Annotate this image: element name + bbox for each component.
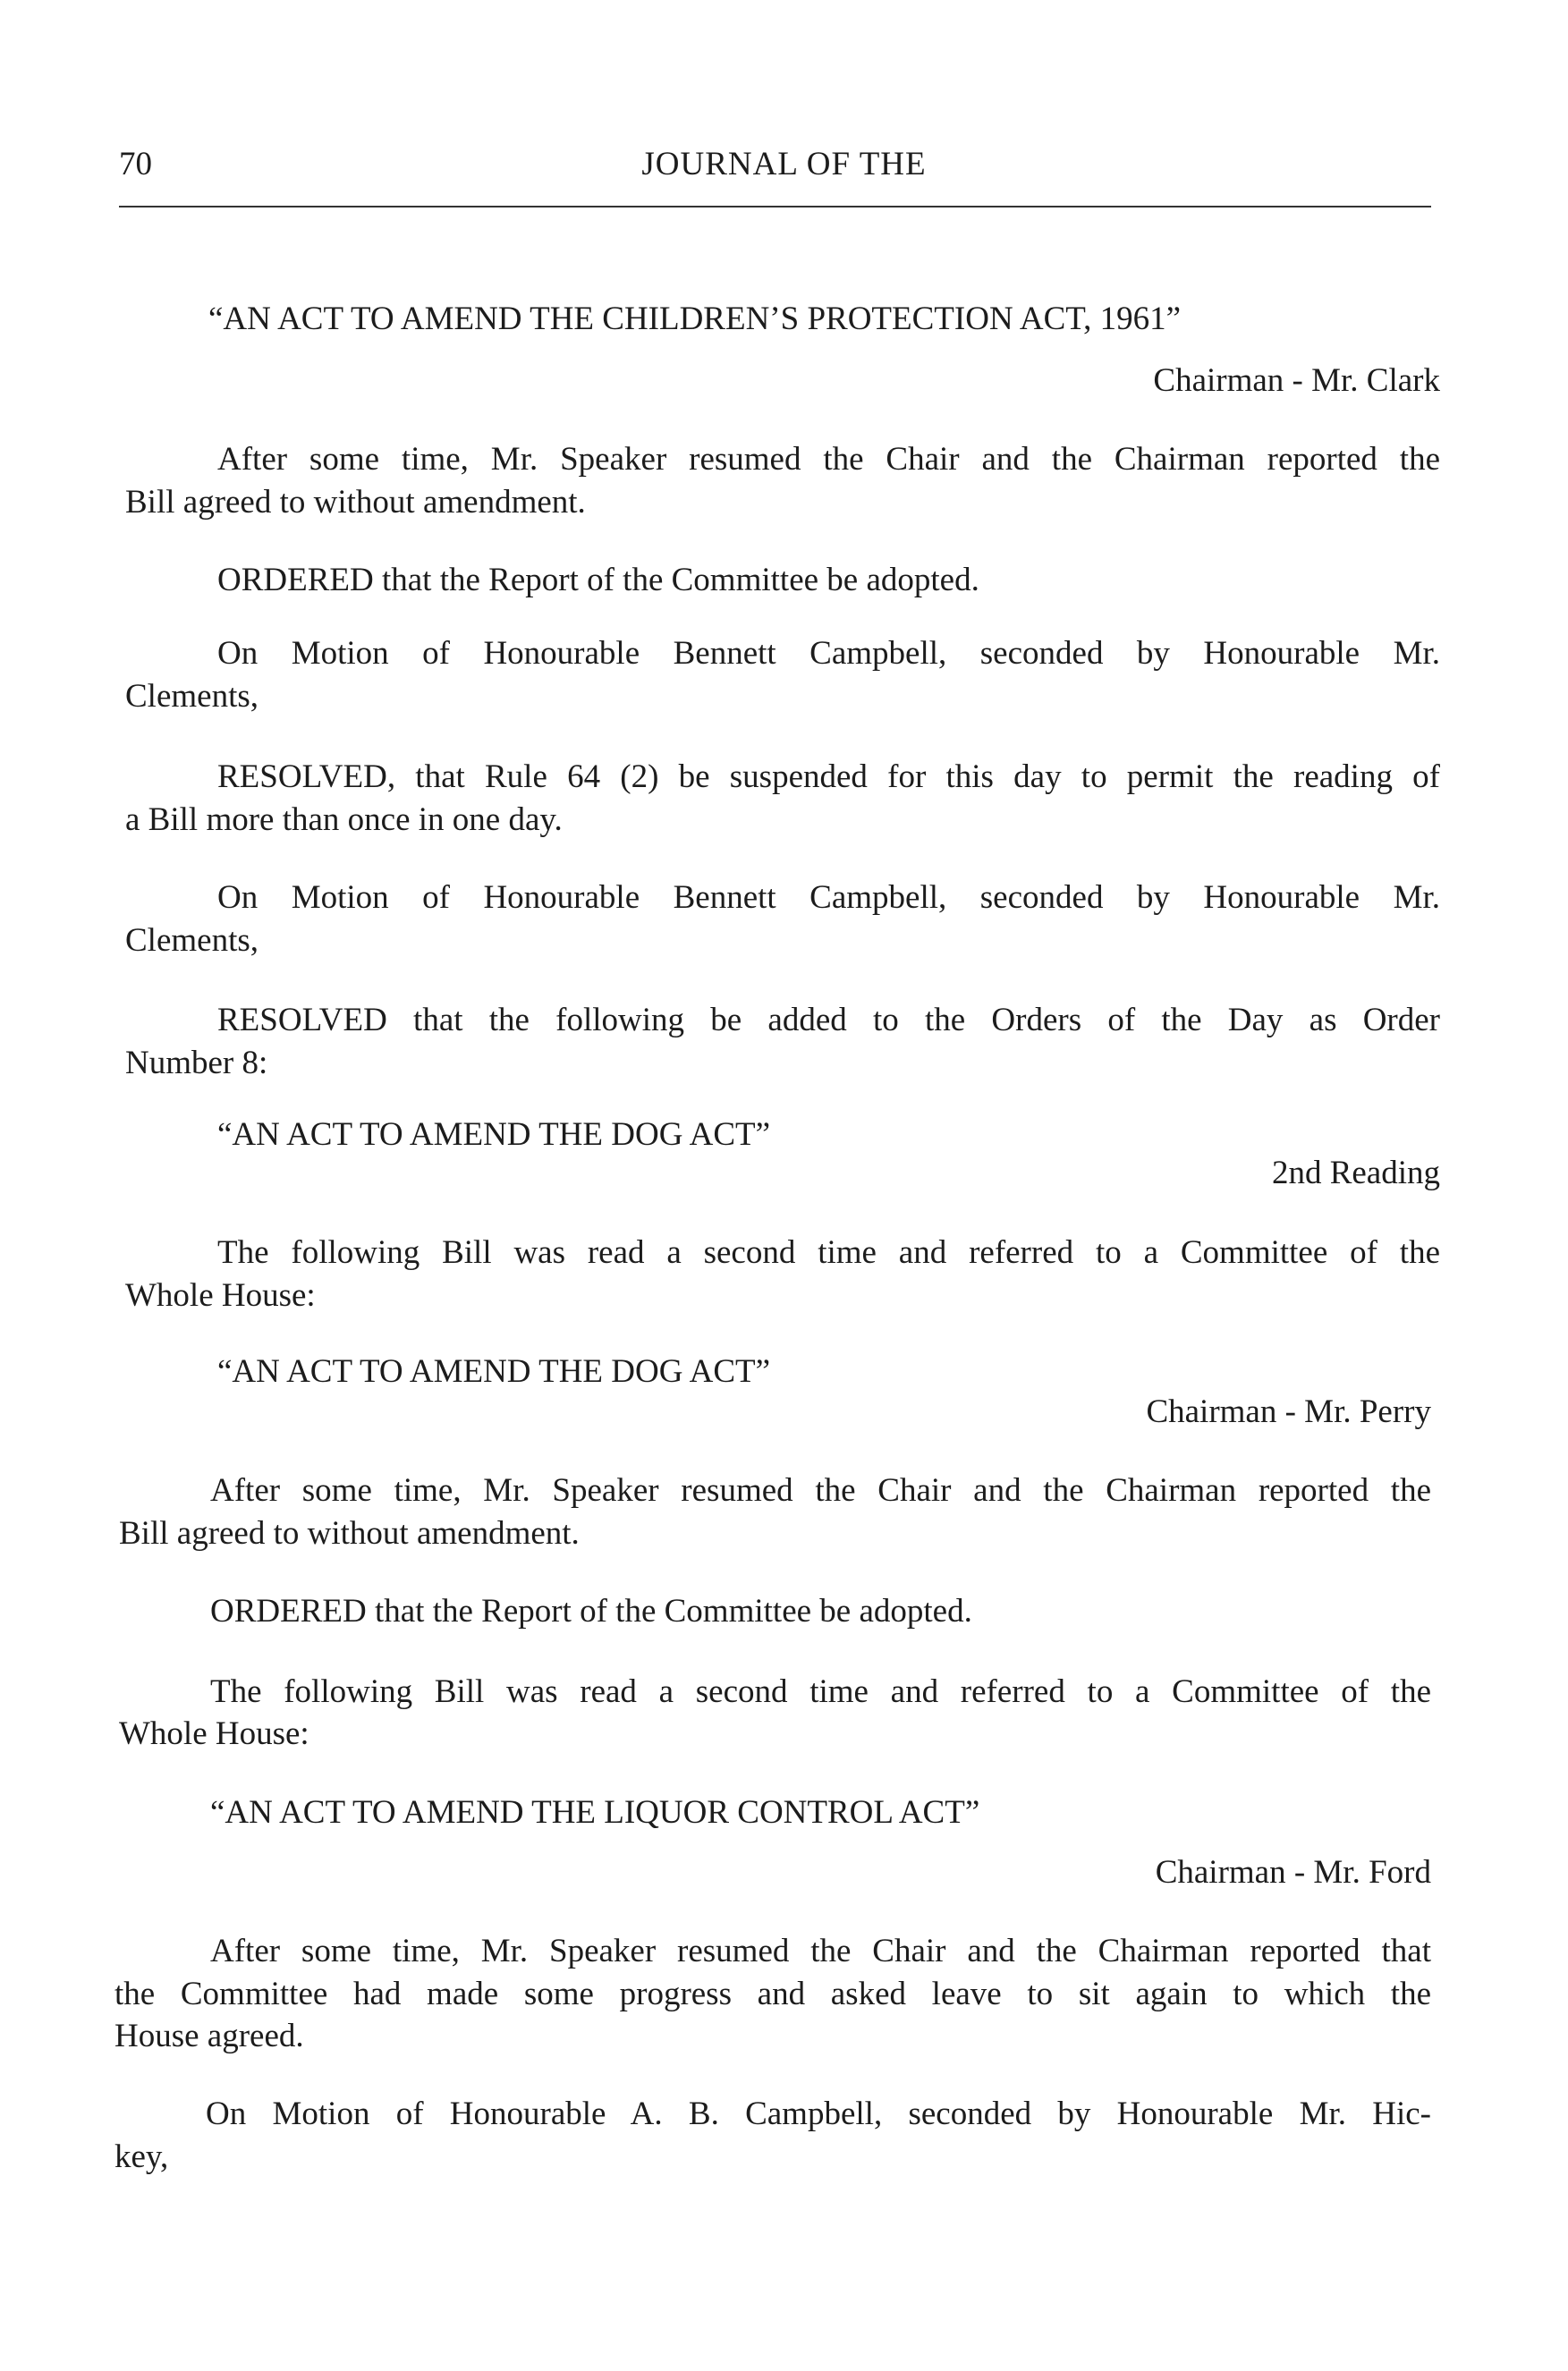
paragraph-line: After some time, Mr. Speaker resumed the Chair and the Chairman reported the xyxy=(217,443,1440,478)
paragraph-line: Whole House: xyxy=(125,1277,316,1314)
paragraph-line: The following Bill was read a second time and referred to a Committee of the xyxy=(210,1675,1431,1710)
paragraph-line: On Motion of Honourable Bennett Campbell, seconded by Honourable Mr. xyxy=(217,881,1440,916)
paragraph-line: Whole House: xyxy=(119,1715,309,1752)
header-rule xyxy=(119,206,1431,207)
reading-stage: 2nd Reading xyxy=(1271,1155,1440,1191)
paragraph-line: House agreed. xyxy=(114,2018,304,2054)
paragraph-line: On Motion of Honourable Bennett Campbell, seconded by Honourable Mr. xyxy=(217,637,1440,672)
paragraph-line: RESOLVED, that Rule 64 (2) be suspended for this day to permit the reading of xyxy=(217,760,1440,795)
act-title: “AN ACT TO AMEND THE DOG ACT” xyxy=(217,1353,771,1390)
running-head: JOURNAL OF THE xyxy=(641,146,927,182)
act-title: “AN ACT TO AMEND THE CHILDREN’S PROTECTION ACT, 1961” xyxy=(208,301,1182,337)
paragraph-line: key, xyxy=(114,2138,169,2175)
paragraph-line: RESOLVED that the following be added to the Orders of the Day as Order xyxy=(217,1003,1440,1038)
paragraph: ORDERED that the Report of the Committee be adopted. xyxy=(210,1593,972,1630)
act-title: “AN ACT TO AMEND THE DOG ACT” xyxy=(217,1116,771,1153)
committee-chairman: Chairman - Mr. Perry xyxy=(1146,1393,1431,1430)
paragraph-line: Bill agreed to without amendment. xyxy=(119,1515,580,1552)
page-number: 70 xyxy=(119,146,152,182)
paragraph-line: Clements, xyxy=(125,922,259,959)
committee-chairman: Chairman - Mr. Clark xyxy=(1153,362,1440,399)
paragraph-line: After some time, Mr. Speaker resumed the Chair and the Chairman reported that xyxy=(210,1935,1431,1969)
paragraph-line: The following Bill was read a second time and referred to a Committee of the xyxy=(217,1236,1440,1271)
paragraph-line: Bill agreed to without amendment. xyxy=(125,484,586,521)
paragraph-line: After some time, Mr. Speaker resumed the Chair and the Chairman reported the xyxy=(210,1474,1431,1509)
paragraph: ORDERED that the Report of the Committee be adopted. xyxy=(217,562,979,598)
paragraph-line: On Motion of Honourable A. B. Campbell, seconded by Honourable Mr. Hic- xyxy=(206,2097,1431,2132)
committee-chairman: Chairman - Mr. Ford xyxy=(1155,1854,1431,1891)
paragraph-line: Number 8: xyxy=(125,1045,268,1081)
act-title: “AN ACT TO AMEND THE LIQUOR CONTROL ACT” xyxy=(210,1794,980,1831)
paragraph-line: the Committee had made some progress and asked leave to sit again to which the xyxy=(114,1977,1431,2012)
paragraph-line: Clements, xyxy=(125,678,259,715)
paragraph-line: a Bill more than once in one day. xyxy=(125,801,563,838)
